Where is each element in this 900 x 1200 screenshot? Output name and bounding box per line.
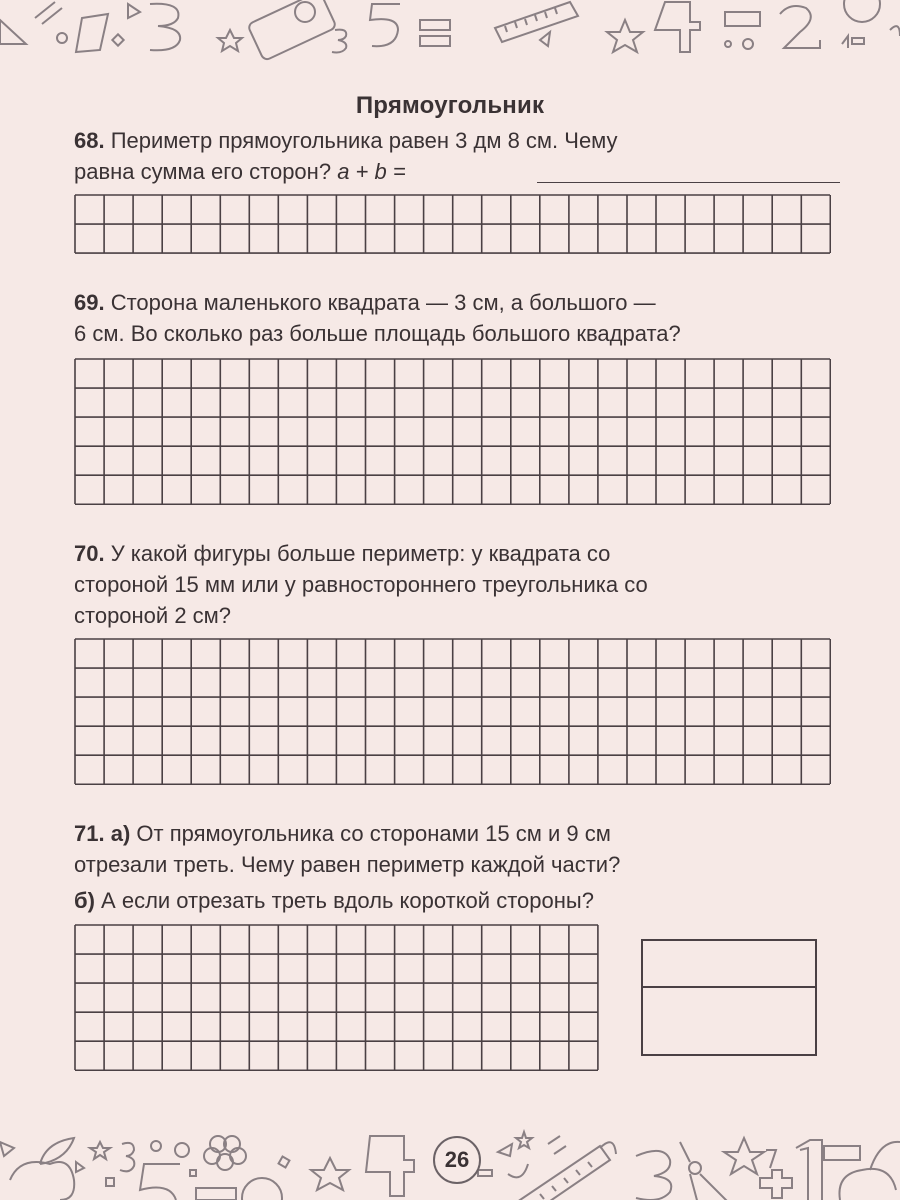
compass-icon [680, 1142, 730, 1200]
task-69-grid[interactable] [74, 358, 831, 505]
battery-icon [76, 14, 108, 52]
phone-icon [247, 0, 336, 61]
flower-icon [204, 1136, 246, 1170]
part-b-label: б) [74, 888, 95, 913]
apple-icon [839, 1142, 900, 1200]
number-5-icon [370, 4, 400, 46]
star-icon [218, 30, 242, 51]
task-68 [74, 125, 842, 187]
formula: a + b = [337, 159, 406, 184]
task-number: 71. [74, 821, 105, 846]
task-69: 69. Сторона маленького квадрата — 3 см, а большого — 6 см. Во сколько раз больше площадь большого квадрата? [74, 290, 681, 346]
triangle-ruler-icon [0, 20, 26, 44]
star-icon [90, 1142, 110, 1159]
task-68-line-2: равна сумма его сторон? a + b = [74, 159, 406, 184]
rectangle-figure [641, 939, 817, 1056]
number-3-icon [120, 1143, 134, 1171]
smiley-icon [844, 0, 880, 22]
number-3-icon [150, 4, 180, 51]
grid-cells [74, 638, 831, 785]
star-icon [724, 1138, 764, 1174]
number-4-icon [366, 1136, 414, 1196]
star-icon [311, 1158, 349, 1190]
part-a-label: а) [110, 821, 131, 846]
plus-icon [760, 1170, 792, 1198]
number-3-icon [636, 1151, 671, 1200]
circle-icon [57, 33, 67, 43]
header-decoration [0, 0, 900, 62]
rectangle-cut-line [643, 986, 815, 988]
number-1-icon [796, 1140, 822, 1200]
ruler-icon [520, 1146, 610, 1200]
star-icon [607, 20, 643, 52]
ruler-icon [495, 2, 578, 42]
grid-cells [74, 358, 831, 505]
number-5-icon [140, 1164, 180, 1200]
answer-input-line[interactable] [537, 182, 840, 183]
number-4-icon [655, 2, 700, 52]
apple-icon [10, 1138, 74, 1200]
task-70-grid[interactable] [74, 638, 831, 785]
task-70: 70. У какой фигуры больше периметр: у квадрата со стороной 15 мм или у равностороннего треугольника со стороной 2 см? [74, 541, 648, 628]
number-2-icon [780, 6, 820, 48]
star-icon [516, 1132, 532, 1148]
smiley-icon [242, 1178, 282, 1200]
task-71-grid[interactable] [74, 924, 599, 1071]
number-3-icon [332, 30, 346, 53]
task-68-line-1: 68. Периметр прямоугольника равен 3 дм 8 см. Чему [74, 128, 618, 153]
grid-cells [74, 924, 599, 1071]
task-68-grid[interactable] [74, 194, 831, 254]
task-number: 68. [74, 128, 105, 153]
task-71: 71. а) От прямоугольника со сторонами 15 см и 9 см отрезали треть. Чему равен периметр каждой части? б) А если отрезать треть вдоль короткой стороны? [74, 821, 621, 913]
page-title: Прямоугольник [355, 92, 545, 120]
pencil-icon [35, 2, 62, 24]
task-number: 69. [74, 290, 105, 315]
task-number: 70. [74, 541, 105, 566]
grid-cells [74, 194, 831, 254]
page-number: 26 [433, 1136, 481, 1184]
